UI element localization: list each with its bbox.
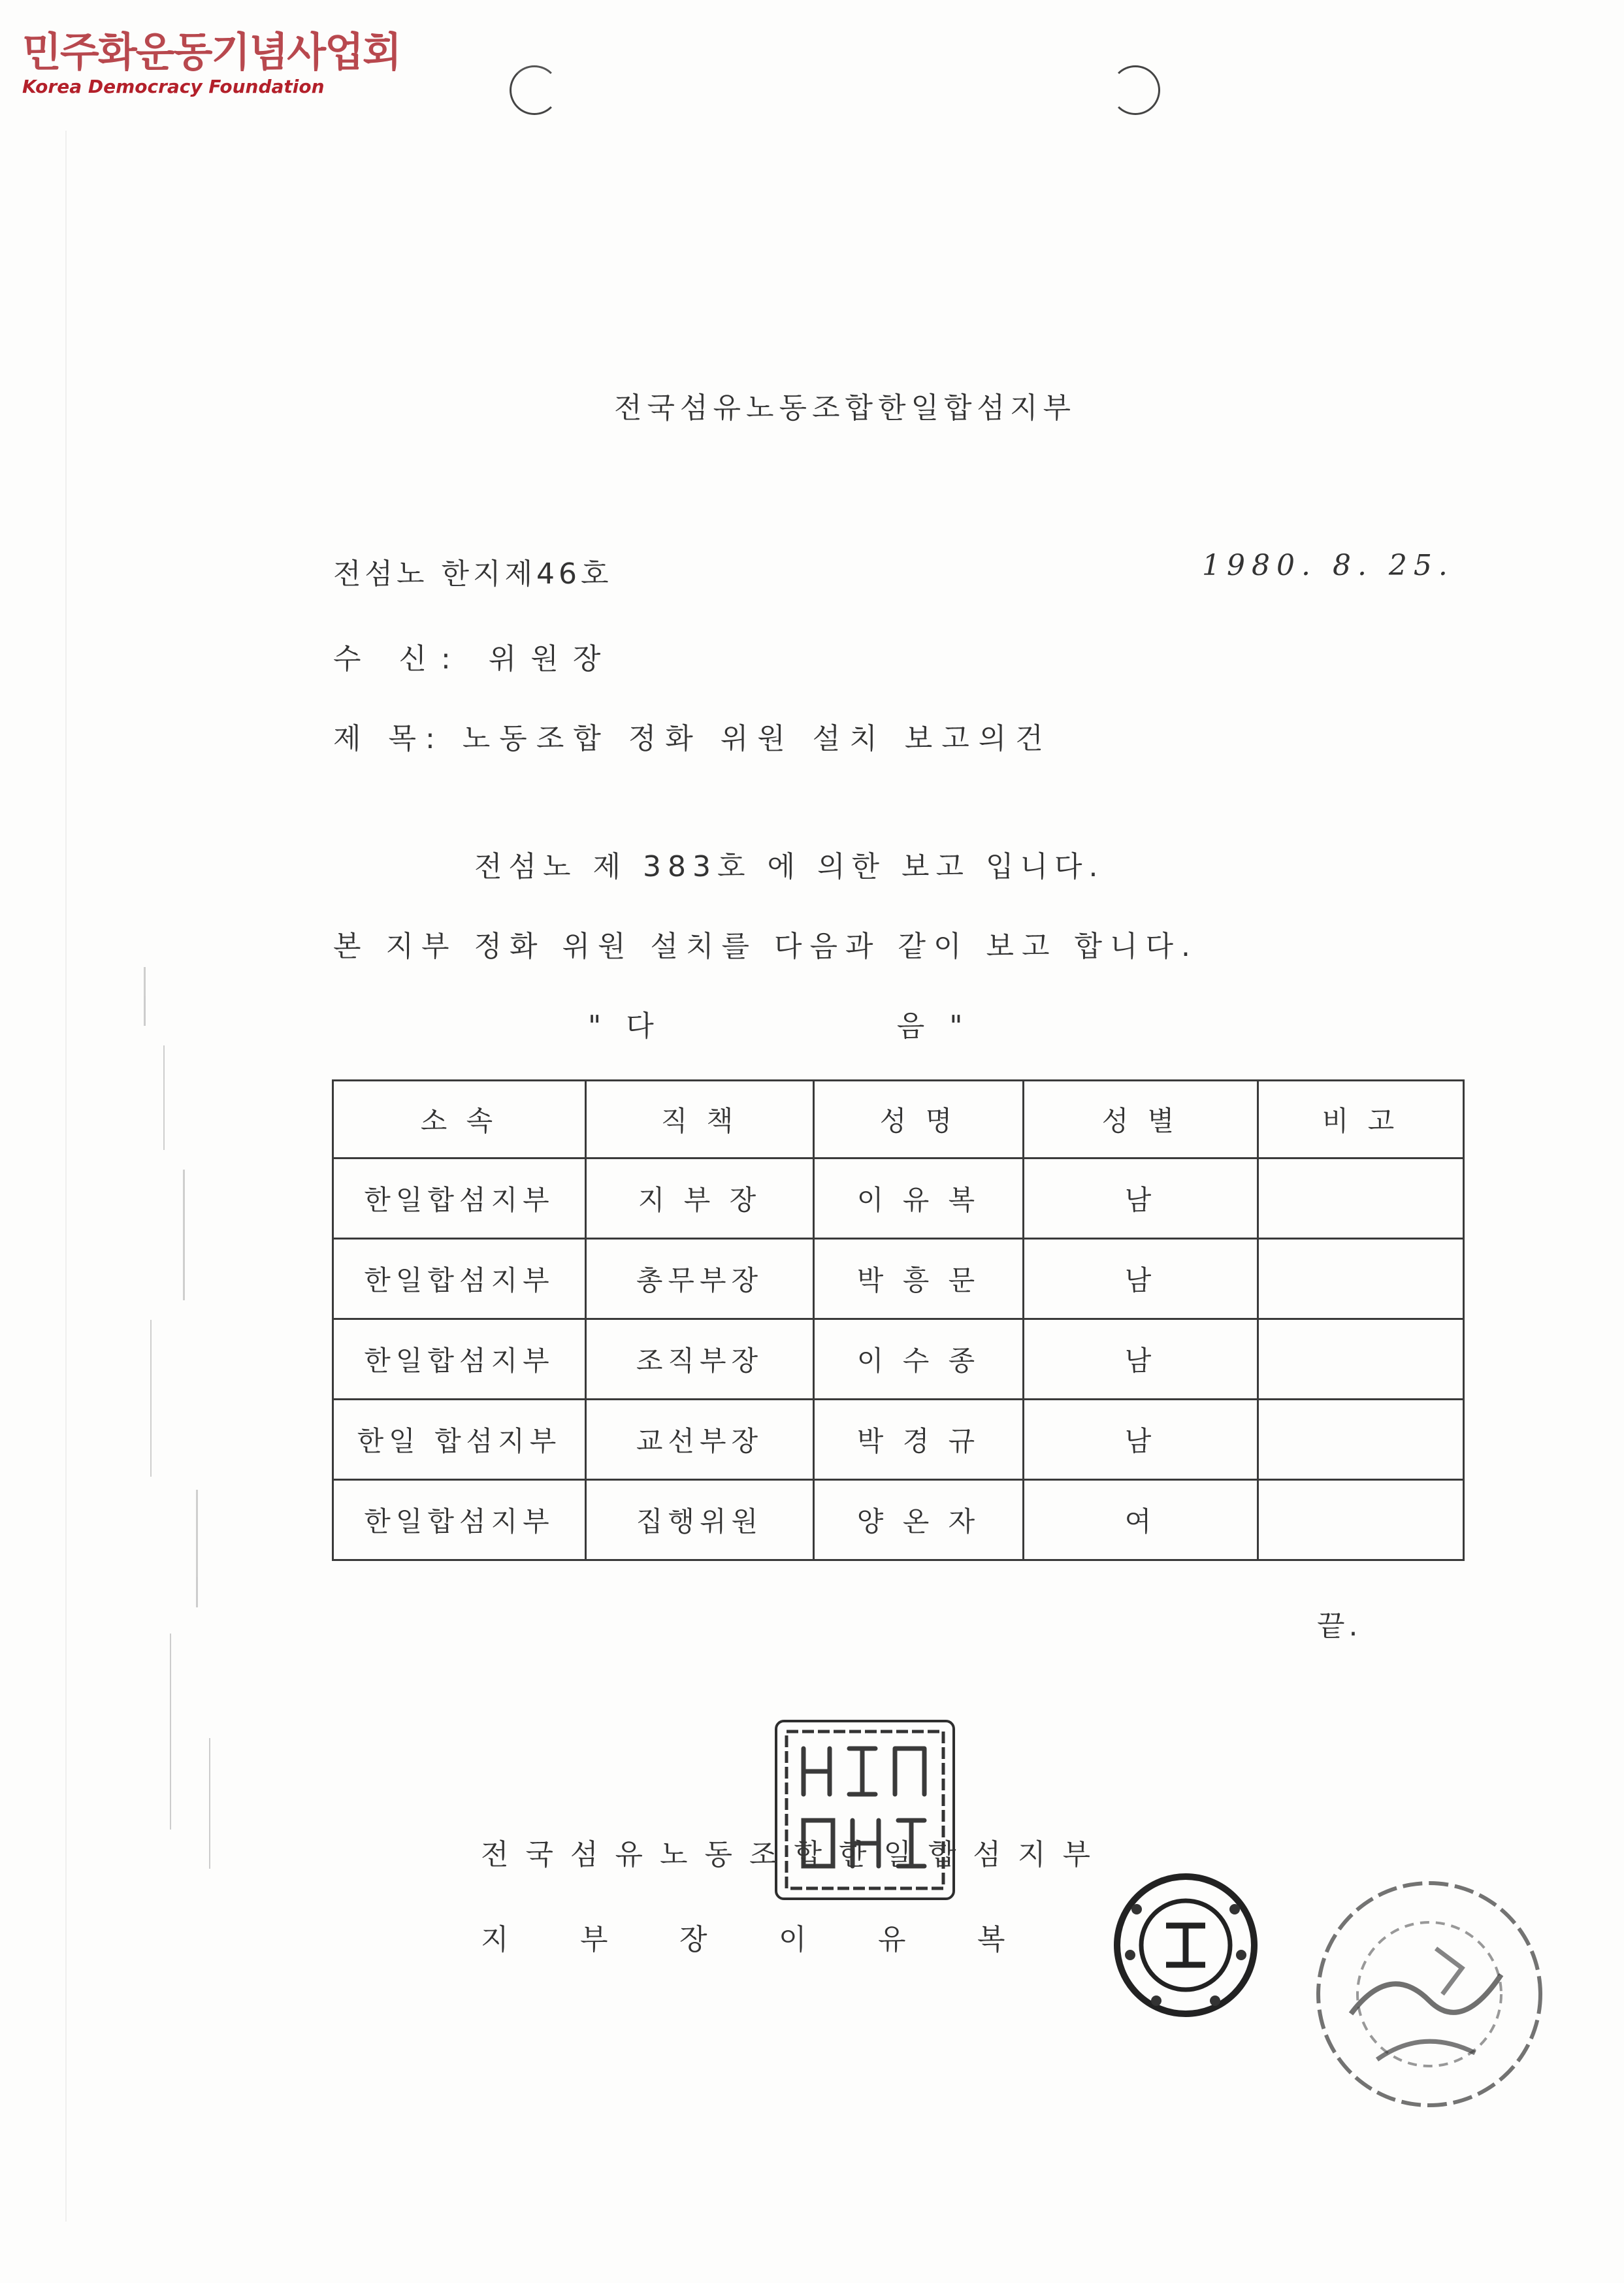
document-number: 전섬노 한지제46호: [333, 557, 613, 591]
watermark-korean: 민주화운동기념사업회: [22, 28, 400, 76]
signature-title-char: 장: [679, 1923, 707, 1956]
table-header-row: [333, 1081, 1464, 1158]
document-header-organization: 전국섬유노동조합한일합섬지부: [614, 391, 1077, 425]
signature-representative: [481, 1916, 1077, 1958]
signature-title-char: 지: [481, 1923, 509, 1956]
signature-name-char: 유: [878, 1923, 906, 1956]
cell-gender: 남: [1024, 1158, 1258, 1239]
intro-line-2: 본 지부 정화 위원 설치를 다음과 같이 보고 합니다.: [333, 930, 1198, 963]
table-row: [333, 1239, 1464, 1319]
cell-gender: 남: [1024, 1319, 1258, 1400]
cell-name: 박 흥 문: [814, 1239, 1024, 1319]
cell-remarks: [1258, 1158, 1464, 1239]
cell-position: 교선부장: [586, 1400, 814, 1480]
committee-members-table: [332, 1079, 1465, 1561]
cell-position: 지 부 장: [586, 1158, 814, 1239]
cell-name: 이 수 종: [814, 1319, 1024, 1400]
signature-name-char: 이: [779, 1923, 807, 1956]
cell-remarks: [1258, 1239, 1464, 1319]
recipient-line: 수 신: 위원장: [333, 642, 615, 676]
header-gender: 성 별: [1024, 1081, 1258, 1158]
noted-heading-left: " 다: [588, 1010, 662, 1043]
cell-affiliation: 한일 합섬지부: [333, 1400, 586, 1480]
document-date: 1980. 8. 25.: [1202, 549, 1454, 582]
table-row: [333, 1400, 1464, 1480]
cell-name: 양 온 자: [814, 1480, 1024, 1560]
cell-gender: 여: [1024, 1480, 1258, 1560]
table-row: [333, 1319, 1464, 1400]
scan-edge-shadow: [65, 131, 67, 2222]
cell-remarks: [1258, 1400, 1464, 1480]
signature-title-char: 부: [580, 1923, 608, 1956]
cell-affiliation: 한일합섬지부: [333, 1158, 586, 1239]
binder-hole-right-icon: [1111, 65, 1160, 115]
cell-position: 집행위원: [586, 1480, 814, 1560]
cell-position: 조직부장: [586, 1319, 814, 1400]
cell-gender: 남: [1024, 1239, 1258, 1319]
cell-remarks: [1258, 1480, 1464, 1560]
cell-affiliation: 한일합섬지부: [333, 1319, 586, 1400]
header-remarks: 비 고: [1258, 1081, 1464, 1158]
noted-heading: [588, 1002, 970, 1044]
cell-remarks: [1258, 1319, 1464, 1400]
cell-name: 박 경 규: [814, 1400, 1024, 1480]
intro-line-1: 전섬노 제 383호 에 의한 보고 입니다.: [474, 850, 1105, 883]
cell-name: 이 유 복: [814, 1158, 1024, 1239]
binder-hole-left-icon: [510, 65, 559, 115]
cell-affiliation: 한일합섬지부: [333, 1480, 586, 1560]
table-row: [333, 1480, 1464, 1560]
subject-line: 제 목: 노동조합 정화 위원 설치 보고의건: [333, 722, 1052, 755]
cell-affiliation: 한일합섬지부: [333, 1239, 586, 1319]
signature-name-char: 복: [977, 1923, 1005, 1956]
table-row: [333, 1158, 1464, 1239]
cell-gender: 남: [1024, 1400, 1258, 1480]
round-seal-icon: [1111, 1870, 1261, 2020]
noted-heading-right: 음 ": [896, 1010, 971, 1043]
union-seal-icon: [1305, 1870, 1553, 2118]
cell-position: 총무부장: [586, 1239, 814, 1319]
watermark-english: Korea Democracy Foundation: [22, 76, 325, 97]
header-name: 성 명: [814, 1081, 1024, 1158]
square-seal-icon: [775, 1720, 955, 1900]
scan-noise-speckle: [137, 954, 222, 1934]
header-affiliation: 소 속: [333, 1081, 586, 1158]
end-mark: 끝.: [1317, 1609, 1362, 1643]
signature-organization: 전국섬유노동조합한일합섬지부: [481, 1838, 1108, 1871]
header-position: 직 책: [586, 1081, 814, 1158]
